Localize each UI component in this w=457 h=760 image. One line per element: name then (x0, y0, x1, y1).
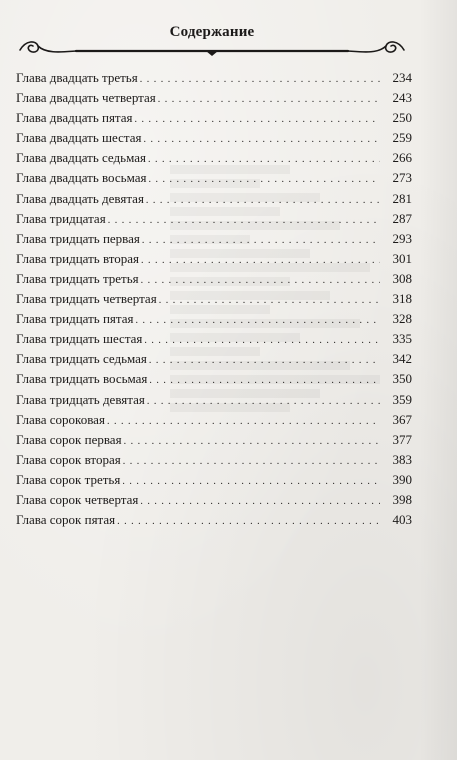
toc-entry-page-number: 383 (392, 451, 412, 467)
dot-leader (159, 295, 380, 306)
dot-leader (158, 94, 380, 105)
dot-leader (148, 154, 380, 165)
dot-leader (143, 134, 380, 145)
dot-leader (148, 174, 380, 185)
toc-entry (16, 110, 412, 130)
dot-leader (135, 315, 380, 326)
dot-leader (122, 476, 380, 487)
toc-entry-page-number: 281 (392, 190, 412, 206)
toc-entry-title: Глава двадцать пятая (16, 110, 133, 126)
toc-entry (16, 150, 412, 170)
toc-entry-page-number: 390 (392, 471, 412, 487)
toc-entry-page-number: 308 (392, 270, 412, 286)
toc-entry-page-number: 287 (392, 210, 412, 226)
toc-entry-title: Глава сорок четвертая (16, 491, 139, 507)
dot-leader (107, 416, 380, 427)
toc-entry (16, 70, 412, 90)
toc-entry-title: Глава сорок третья (16, 471, 121, 487)
dot-leader (141, 255, 380, 266)
toc-entry-page-number: 301 (392, 250, 412, 266)
toc-entry-title: Глава двадцать четвертая (16, 90, 156, 106)
dot-leader (140, 496, 380, 507)
toc-entry (16, 432, 412, 452)
toc-entry-page-number: 403 (392, 512, 412, 528)
dot-leader (123, 456, 380, 467)
toc-entry-page-number: 350 (392, 371, 412, 387)
toc-entry-title: Глава двадцать третья (16, 70, 138, 85)
toc-entry-page-number: 335 (392, 331, 412, 347)
toc-entry-title: Глава сорок пятая (16, 512, 116, 528)
toc-entry-page-number: 273 (392, 170, 412, 186)
dot-leader (149, 375, 380, 386)
toc-entry-title: Глава сорок вторая (16, 451, 121, 467)
toc-entry-title: Глава тридцать седьмая (16, 351, 147, 367)
dot-leader (146, 195, 380, 206)
toc-entry-page-number: 328 (392, 311, 412, 327)
toc-entry (16, 211, 412, 231)
toc-entry (16, 412, 412, 432)
toc-entry-page-number: 250 (392, 110, 412, 126)
toc-entry-title: Глава тридцать девятая (16, 391, 145, 407)
toc-entry-title: Глава тридцатая (16, 210, 106, 226)
toc-entry (16, 251, 412, 271)
toc-entry-title: Глава тридцать четвертая (16, 291, 157, 307)
toc-entry (16, 130, 412, 150)
toc-entry (16, 90, 412, 110)
toc-entry (16, 191, 412, 211)
dot-leader (147, 396, 380, 407)
toc-entry-title: Глава тридцать восьмая (16, 371, 148, 387)
dot-leader (149, 355, 380, 366)
dot-leader (142, 235, 380, 246)
page-title: Содержание (169, 24, 255, 40)
dot-leader (108, 215, 380, 226)
toc-entry (16, 371, 412, 391)
toc-entry-page-number: 266 (392, 150, 412, 166)
toc-entry-page-number: 234 (392, 70, 412, 85)
toc-entry-page-number: 318 (392, 291, 412, 307)
toc-entry (16, 331, 412, 351)
dot-leader (124, 436, 380, 447)
toc-entry-title: Глава тридцать вторая (16, 250, 140, 266)
toc-entry-title: Глава тридцать третья (16, 270, 139, 286)
toc-entry (16, 452, 412, 472)
toc-entry (16, 392, 412, 412)
toc-entry-title: Глава двадцать шестая (16, 130, 142, 146)
toc-entry-page-number: 377 (392, 431, 412, 447)
toc-entry-page-number: 359 (392, 391, 412, 407)
toc-entry-title: Глава сорок первая (16, 431, 122, 447)
toc-entry (16, 512, 412, 532)
toc-entry (16, 492, 412, 512)
toc-entry-title: Глава тридцать первая (16, 230, 140, 246)
page-edge-shadow (419, 0, 457, 760)
dot-leader (135, 114, 380, 125)
dot-leader (140, 74, 380, 85)
toc-entry-title: Глава сороковая (16, 411, 105, 427)
toc-entry (16, 231, 412, 251)
toc-entry-title: Глава двадцать седьмая (16, 150, 146, 166)
contents-header (16, 22, 408, 62)
toc-entry-page-number: 259 (392, 130, 412, 146)
toc-entry (16, 170, 412, 190)
toc-entry (16, 291, 412, 311)
toc-entry (16, 271, 412, 291)
toc-entry-title: Глава двадцать девятая (16, 190, 144, 206)
toc-entry-page-number: 367 (392, 411, 412, 427)
table-of-contents (16, 70, 412, 532)
toc-entry-page-number: 243 (392, 90, 412, 106)
toc-entry-title: Глава тридцать пятая (16, 311, 134, 327)
dot-leader (117, 516, 380, 527)
toc-entry-page-number: 293 (392, 230, 412, 246)
toc-entry-title: Глава тридцать шестая (16, 331, 143, 347)
toc-entry-page-number: 398 (392, 491, 412, 507)
toc-entry-title: Глава двадцать восьмая (16, 170, 147, 186)
dot-leader (141, 275, 380, 286)
toc-entry (16, 311, 412, 331)
toc-entry (16, 351, 412, 371)
toc-entry (16, 472, 412, 492)
dot-leader (144, 335, 380, 346)
toc-entry-page-number: 342 (392, 351, 412, 367)
